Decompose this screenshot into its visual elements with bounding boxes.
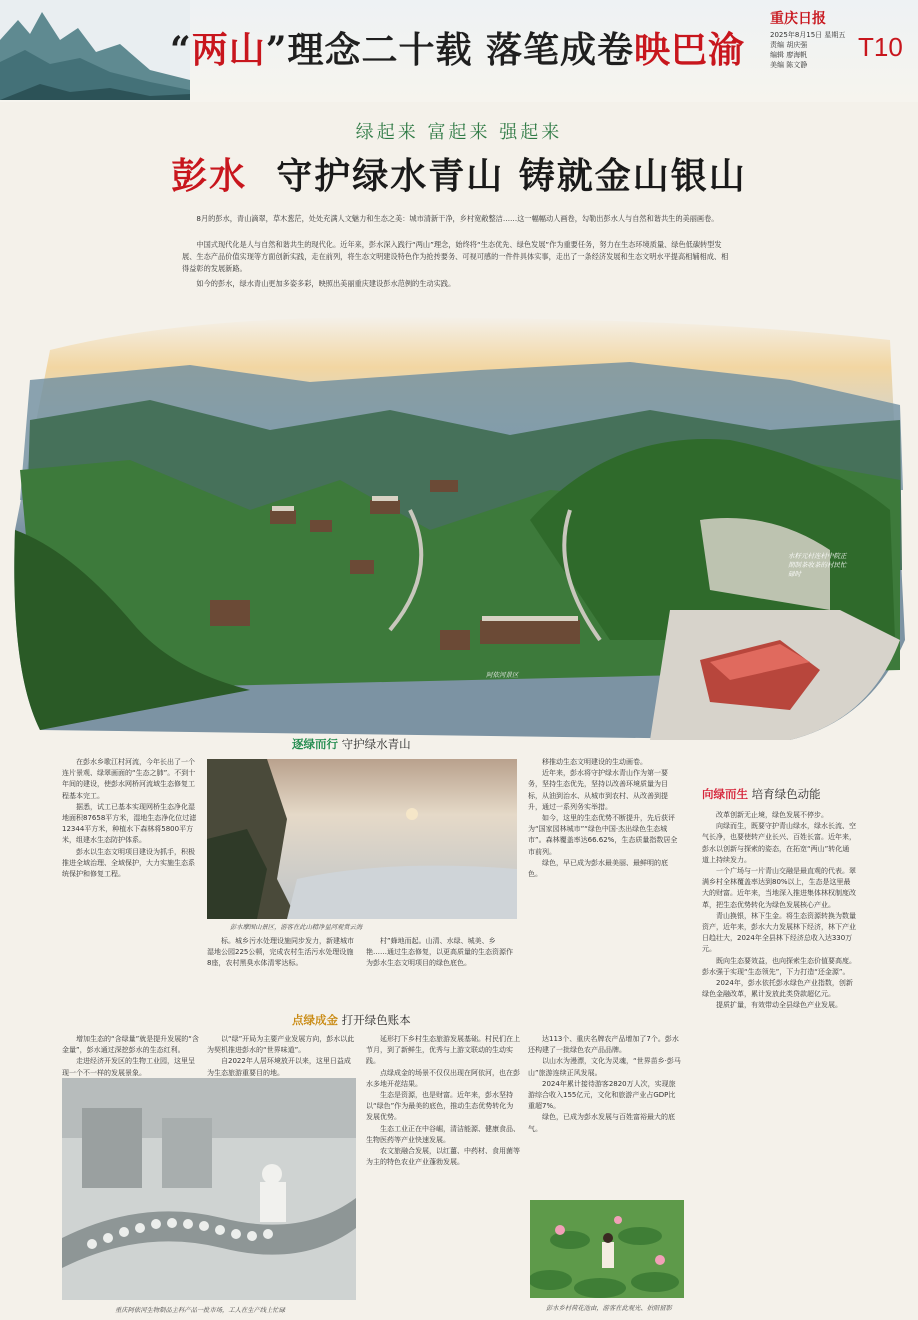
photo-caption: 重庆阿依河生物制品主科产品一批市场，工人在生产线上忙碌 — [115, 1307, 286, 1314]
hero-caption: 阿依河景区 — [486, 671, 519, 679]
headline-text: 守护绿水青山 铸就金山银山 — [276, 155, 747, 197]
article-column: 达113个、重庆名牌农产品增加了7个。彭水还构建了一批绿色农产品品牌。 以山水为漫漂，文化为灵魂，“世界苗乡·彭马山”旅游连续正风发展。 2024年累计接待游客2820万人次，实现旅游综合收入155亿元，文化和旅游产业占GDP比重超7%。 绿色，已成为彭水发展与百姓富裕最大的底气。 — [528, 1035, 681, 1133]
sea-of-clouds-photo — [207, 759, 517, 919]
photo-caption: 彭水乡村荷花池由，游客在此观光、拍照留影 — [546, 1305, 672, 1312]
article-column: 改革创新无止境，绿色发展不停步。 向绿而生，既要守护青山绿水，绿水长流、空气长净，也要使转产业长兴、百姓长富。近年来，彭水以创新与探索的姿态，在拓宽“两山”转化通道上持续发力。 一个广场与一片青山交融是最直观的代表。翠满乡村全林覆盖率达到80%以上，生态是这里最大的财富。近年来，当地深入推进集体林权制度改革，把生态优势转化为绿色发展核心产业。 青山换银，林下生金。将生态资源转换为数量资产，近年来，彭水大力发展林下经济，林下产业日趋壮大，2024年全县林下经济总收入达330万元。 既向生态要效益，也向探索生态价值要高度。彭水强于实现“生态领先”，下力打造“还金源”。 2024年，彭水依托彭水绿色产业指数，创新绿色金融改革，累计发放此类贷款超亿元。 提质扩量，有效带动全县绿色产业发展。 — [702, 811, 856, 1010]
article-column: 移推动生态文明建设的生动画卷。 近年来，彭水将守护绿水青山作为第一要务，坚持生态优先，坚持以改善环境质量为目标，从油到治水、从城市到农村、从改善到提升，通过一系列务实举措。 如今，这里的生态优势不断提升，先后获评为“国家园林城市”“绿色中国·杰出绿色生态城市”。森林覆盖率达66.62%，生态质量指数居全市前列。 绿色，早已成为彭水最美丽、最鲜明的底色。 — [528, 758, 678, 879]
photo-caption: 彭水摩围山景区，游客在此山精净星河观赏云海 — [230, 924, 363, 931]
issue-info — [770, 30, 850, 70]
page-number: T10 — [858, 32, 903, 62]
article-column: 在彭水乡歌江村河流，今年长出了一个连片景观、绿翠画面的“生态之肺”。不到十年间的建设，使彭水网桥河流域生态修复工程基本完工。 据悉，试工已基本实现网桥生态净化湿地面积87658平方米，湿地生态净化位过滤12344平方米，种植水下森林将5800平方米，组建水生态防护体系。 彭水以生态文明项目建设为抓手，积极推进全域治理、全域保护，大力实施生态系统保护和修复工程。 — [62, 758, 197, 879]
banner-title: “两山”理念二十载 落笔成卷映巴渝 — [170, 29, 745, 71]
lotus-pond-photo — [530, 1200, 684, 1298]
page-banner — [0, 0, 918, 102]
section-heading-2: 向绿而生 培育绿色动能 — [702, 787, 821, 801]
main-headline — [0, 148, 918, 199]
editor-line: 美编 陈文静 — [770, 61, 808, 69]
section-heading-3: 点绿成金 打开绿色账本 — [292, 1013, 411, 1027]
lead-paragraph: 8月的彭水，青山滴翠，草木葱茫，处处充满人文魅力和生态之美：城市清新干净，乡村宽敞整洁……这一幅幅动人画卷，勾勒出彭水人与自然和谐共生的美丽画卷。 — [196, 214, 719, 223]
newspaper-name: 重庆日报 — [770, 11, 826, 27]
article-column: 标。城乡污水处理设施同步发力，新建城市湿地公园225公顿，完成农村生活污水处理设施8座，农村黑臭水体清零达标。 — [207, 937, 354, 968]
banner-mountain-painting — [0, 0, 190, 100]
editor-line: 责编 胡庆强 — [770, 41, 808, 49]
headline-place: 彭水 — [171, 155, 248, 197]
article-column: 村”蜂地而起。山清、水绿、城美、乡艳……通过生态修复，以更高质量的生态资源作为彭水生态文明项目的绿色底色。 — [366, 937, 513, 968]
article-column: 以“绿”开局为主要产业发展方向，彭水以此为契机推进彭水的“世界味道”。 自2022年人居环境放开以来，这里日益成为生态旅游重要目的地。 — [207, 1035, 355, 1077]
editor-line: 编辑 廖海帆 — [770, 51, 808, 59]
lead-paragraph: 中国式现代化是人与自然和谐共生的现代化。近年来，彭水深入践行“两山”理念，始终将“生态优先、绿色发展”作为重要任务，努力在生态环境质量、绿色低碳转型发展、生态产品价值实现等方面创新实践，走在前列，将生态文明建设特色作为抢抟要务、可视可感的一件件具体实事，走出了一条经济发展和生态文明水平提高相辅相成、相得益彰的发展新路。 — [182, 240, 729, 273]
section-heading-1: 逐绿而行 守护绿水青山 — [292, 737, 411, 751]
lead-paragraph: 如今的彭水，绿水青山更加多姿多彩，映照出美丽重庆建设彭水范例的生动实践。 — [196, 279, 456, 288]
issue-date: 2025年8月15日 星期五 — [770, 31, 846, 39]
article-column: 增加生态的“含绿量”就是提升发展的“含金量”，彭水通过深挖彭水的生态红利。 走进经济开发区的生物工业园，这里呈现一个不一样的发展景象。 — [62, 1035, 199, 1077]
kicker-headline: 绿起来 富起来 强起来 — [355, 122, 563, 143]
hero-caption: 水籽元村连村中院正期制茶收茶的村民忙碌时 — [788, 552, 847, 578]
production-line-photo — [62, 1078, 356, 1300]
article-column: 延形打下乡村生态旅游发展基础。村民们在上节月，到了新鲜生，优秀与上游文联动的生动实践。 点绿成金的场景不仅仅出现在阿依河，也在彭水多地开花结果。 生态是资源，也是财富。近年来，彭水坚持以“绿色”作为最美的底色，推动生态优势转化为发展优势。 生态工业正在中谷崛，清洁能源、健康食品、生物医药等产业快速发展。 农文旅融合发展，以红薑、中药材、食用菌等为主的特色农业产业蓬勃发展。 — [366, 1035, 520, 1167]
hero-landscape-photo — [10, 310, 905, 740]
